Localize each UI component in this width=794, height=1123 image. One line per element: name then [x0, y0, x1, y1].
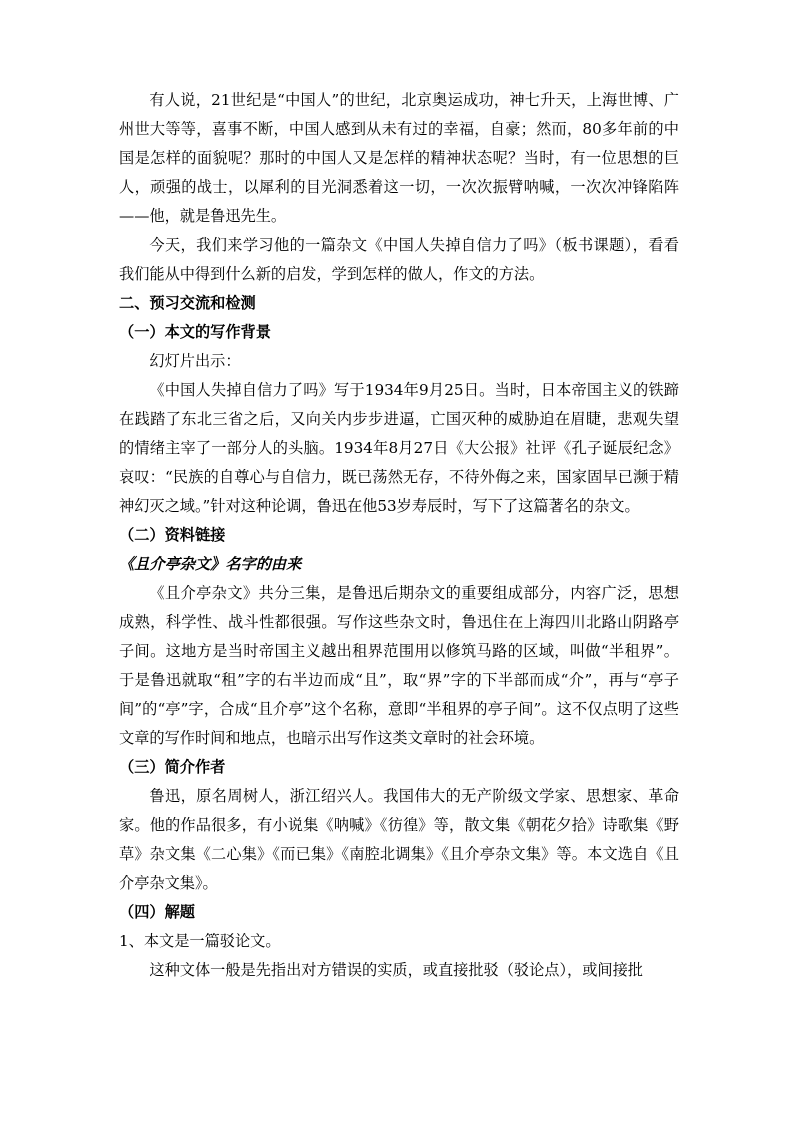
- background-paragraph: 《中国人失掉自信力了吗》写于1934年9月25日。当时，日本帝国主义的铁蹄在践踏了东北三省之后，又向关内步步进逼，亡国灭种的威胁迫在眉睫，悲观失望的情绪主宰了一部分人的头脑。1934年8月27日《大公报》社评《孔子诞辰纪念》哀叹：“民族的自尊心与自信力，既已荡然无存，不待外侮之来，国家固早已濒于精神幻灭之域。”针对这种论调，鲁迅在他53岁寿辰时，写下了这篇著名的杂文。: [119, 381, 679, 515]
- author-paragraph: 鲁迅，原名周树人，浙江绍兴人。我国伟大的无产阶级文学家、思想家、革命家。他的作品很多，有小说集《呐喊》《彷徨》等，散文集《朝花夕拾》诗歌集《野草》杂文集《二心集》《而已集》《南腔北调集》《且介亭杂文集》等。本文选自《且介亭杂文集》。: [119, 787, 679, 892]
- resource-title: 《且介亭杂文》名字的由来: [119, 555, 302, 573]
- subheading-title-explain: （四）解题: [119, 903, 195, 921]
- lesson-intro-paragraph: 今天，我们来学习他的一篇杂文《中国人失掉自信力了吗》（板书课题），看看我们能从中得到什么新的启发，学到怎样的做人，作文的方法。: [119, 236, 679, 283]
- slide-show-label: 幻灯片出示：: [149, 352, 241, 370]
- subheading-author: （三）简介作者: [119, 758, 226, 776]
- genre-paragraph: 这种文体一般是先指出对方错误的实质，或直接批驳（驳论点），或间接批: [149, 961, 643, 979]
- subheading-resources: （二）资料链接: [119, 526, 226, 544]
- numbered-point-1: 1、本文是一篇驳论文。: [119, 932, 281, 950]
- document-body: [119, 86, 679, 985]
- resource-paragraph: 《且介亭杂文》共分三集，是鲁迅后期杂文的重要组成部分，内容广泛，思想成熟，科学性、战斗性都很强。写作这些杂文时，鲁迅住在上海四川北路山阴路亭子间。这地方是当时帝国主义越出租界范围用以修筑马路的区域，叫做“半租界”。于是鲁迅就取“租”字的右半边而成“且”，取“界”字的下半部而成“介”，再与“亭子间”的“亭”字，合成“且介亭”这个名称，意即“半租界的亭子间”。这不仅点明了这些文章的写作时间和地点，也暗示出写作这类文章时的社会环境。: [119, 584, 679, 747]
- section-heading-preview: 二、预习交流和检测: [119, 294, 256, 312]
- subheading-background: （一）本文的写作背景: [119, 323, 271, 341]
- intro-paragraph: 有人说，21世纪是“中国人”的世纪，北京奥运成功，神七升天，上海世博、广州世大等等，喜事不断，中国人感到从未有过的幸福，自豪；然而，80多年前的中国是怎样的面貌呢？那时的中国人又是怎样的精神状态呢？当时，有一位思想的巨人，顽强的战士，以犀利的目光洞悉着这一切，一次次振臂呐喊，一次次冲锋陷阵——他，就是鲁迅先生。: [119, 91, 679, 225]
